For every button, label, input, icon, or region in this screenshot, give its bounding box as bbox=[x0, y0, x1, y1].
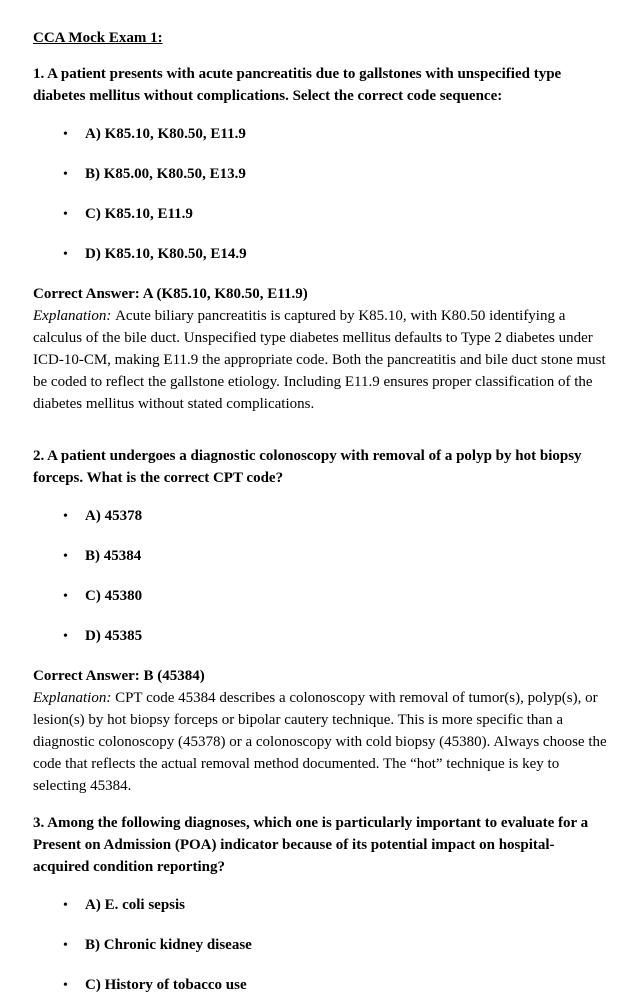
option-label: B) K85.00, K80.50, E13.9 bbox=[85, 166, 246, 182]
option-label: A) K85.10, K80.50, E11.9 bbox=[85, 126, 246, 142]
option-item bbox=[63, 894, 610, 917]
bullet-icon: • bbox=[63, 127, 68, 142]
question-block-2 bbox=[33, 445, 610, 797]
bullet-icon: • bbox=[63, 207, 68, 222]
explanation-paragraph bbox=[33, 687, 610, 797]
question-1-prompt: 1. A patient presents with acute pancreatitis due to gallstones with unspecified type diabetes mellitus without complications. Select the correct code sequence: bbox=[33, 66, 562, 104]
bullet-icon: • bbox=[63, 629, 68, 644]
question-3-options-list bbox=[33, 894, 610, 997]
option-label: A) 45378 bbox=[85, 508, 143, 524]
option-label: C) 45380 bbox=[85, 588, 143, 604]
bullet-icon: • bbox=[63, 247, 68, 262]
correct-answer-line: Correct Answer: A (K85.10, K80.50, E11.9) bbox=[33, 286, 308, 302]
question-block-1 bbox=[33, 63, 610, 415]
option-item bbox=[63, 505, 610, 528]
question-2-options-list bbox=[33, 505, 610, 648]
option-item bbox=[63, 974, 610, 997]
option-label: A) E. coli sepsis bbox=[85, 897, 186, 913]
exam-title: CCA Mock Exam 1: bbox=[33, 30, 163, 46]
option-item bbox=[63, 203, 610, 226]
bullet-icon: • bbox=[63, 549, 68, 564]
bullet-icon: • bbox=[63, 978, 68, 993]
option-item bbox=[63, 625, 610, 648]
bullet-icon: • bbox=[63, 898, 68, 913]
bullet-icon: • bbox=[63, 589, 68, 604]
option-label: B) Chronic kidney disease bbox=[85, 937, 252, 953]
bullet-icon: • bbox=[63, 167, 68, 182]
explanation-text: Acute biliary pancreatitis is captured by K85.10, with K80.50 identifying a calculus of the bile duct. Unspecified type diabetes mellitus defaults to Type 2 diabetes under ICD-10-CM, making E11.9 the appropriate code. Both the pancreatitis and bile duct stone must be coded to reflect the gallstone etiology. Including E11.9 ensures proper classification of the diabetes mellitus without stated complications. bbox=[33, 308, 606, 412]
option-label: C) K85.10, E11.9 bbox=[85, 206, 193, 222]
option-item bbox=[63, 243, 610, 266]
option-item bbox=[63, 545, 610, 568]
option-item bbox=[63, 934, 610, 957]
option-label: B) 45384 bbox=[85, 548, 142, 564]
option-item bbox=[63, 163, 610, 186]
explanation-text: CPT code 45384 describes a colonoscopy with removal of tumor(s), polyp(s), or lesion(s) by hot biopsy forceps or bipolar cautery technique. This is more specific than a diagnostic colonoscopy (45378) or a colonoscopy with cold biopsy (45380). Always choose the code that reflects the actual removal method documented. The “hot” technique is key to selecting 45384. bbox=[33, 690, 607, 794]
question-1-options-list bbox=[33, 123, 610, 266]
option-label: D) 45385 bbox=[85, 628, 143, 644]
correct-answer-line: Correct Answer: B (45384) bbox=[33, 668, 205, 684]
question-3-prompt: 3. Among the following diagnoses, which one is particularly important to evaluate for a Present on Admission (POA) indicator because of its potential impact on hospital-acquired condition reporting? bbox=[33, 815, 589, 875]
bullet-icon: • bbox=[63, 509, 68, 524]
explanation-label: Explanation: bbox=[33, 308, 116, 324]
bullet-icon: • bbox=[63, 938, 68, 953]
option-item bbox=[63, 585, 610, 608]
explanation-paragraph bbox=[33, 305, 610, 415]
option-label: C) History of tobacco use bbox=[85, 977, 247, 993]
option-item bbox=[63, 123, 610, 146]
question-2-prompt: 2. A patient undergoes a diagnostic colonoscopy with removal of a polyp by hot biopsy forceps. What is the correct CPT code? bbox=[33, 448, 582, 486]
option-label: D) K85.10, K80.50, E14.9 bbox=[85, 246, 247, 262]
explanation-label: Explanation: bbox=[33, 690, 116, 706]
question-block-3 bbox=[33, 812, 610, 997]
